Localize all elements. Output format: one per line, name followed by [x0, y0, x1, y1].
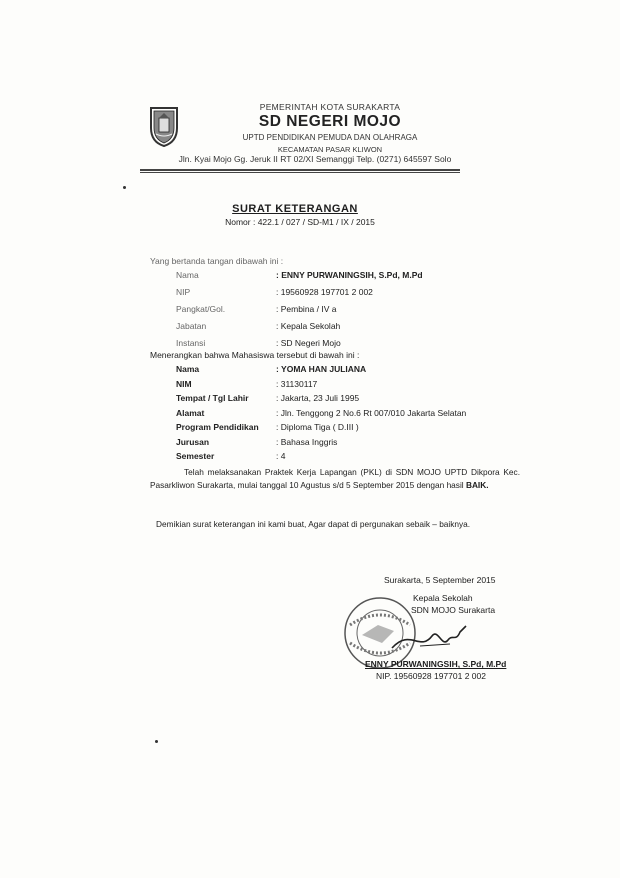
field-label: Nama: [176, 270, 199, 280]
field-value: : 31130117: [276, 378, 318, 389]
signature-role-line1: Kepala Sekolah: [413, 593, 473, 603]
student-row-name: [176, 364, 536, 379]
student-row-birth: [176, 393, 536, 408]
signer-name: ENNY PURWANINGSIH, S.Pd, M.Pd: [365, 659, 507, 669]
signature-place-date: Surakarta, 5 September 2015: [384, 575, 496, 585]
field-label: Jurusan: [176, 436, 210, 447]
student-row-address: [176, 408, 536, 423]
field-label: Tempat / Tgl Lahir: [176, 393, 249, 403]
field-value: : ENNY PURWANINGSIH, S.Pd, M.Pd: [276, 270, 423, 280]
scan-speck: [123, 186, 126, 189]
field-value: : Diploma Tiga ( D.III ): [276, 422, 359, 432]
signer-row-rank: [176, 304, 516, 321]
field-label: Pangkat/Gol.: [176, 304, 226, 314]
statement-text: Menerangkan bahwa Mahasiswa tersebut di bawah ini :: [150, 350, 360, 360]
letter-title: SURAT KETERANGAN: [232, 203, 358, 215]
signer-row-name: [176, 270, 516, 287]
field-label: NIP: [176, 287, 191, 297]
student-fields: [176, 364, 536, 466]
grade-text: BAIK.: [465, 480, 489, 490]
body-paragraph-1-text: Telah melaksanakan Praktek Kerja Lapangan (PKL) di SDN MOJO UPTD Dikpora Kec. Pasarkliwon Surakarta, mulai tanggal 10 Agustus s/d 5 September 2015 dengan hasil: [150, 467, 520, 490]
kecamatan-name: KECAMATAN PASAR KLIWON: [277, 145, 383, 154]
signer-nip: NIP. 19560928 197701 2 002: [376, 671, 486, 681]
government-name: PEMERINTAH KOTA SURAKARTA: [259, 102, 401, 112]
signature-role-line2: SDN MOJO Surakarta: [411, 605, 496, 615]
field-value: : SD Negeri Mojo: [276, 338, 341, 348]
field-label: NIM: [176, 378, 192, 389]
letterhead-divider-thin: [140, 172, 460, 173]
handwritten-signature: [390, 618, 470, 658]
field-value: : Jakarta, 23 Juli 1995: [276, 393, 360, 403]
field-value: : Pembina / IV a: [276, 304, 337, 314]
intro-text: Yang bertanda tangan dibawah ini :: [150, 256, 284, 266]
field-value: : Bahasa Inggris: [276, 436, 338, 447]
signer-row-position: [176, 321, 516, 338]
field-label: Instansi: [176, 338, 206, 348]
field-label: Program Pendidikan: [176, 422, 259, 432]
student-row-major: [176, 437, 536, 452]
signer-row-nip: [176, 287, 516, 304]
field-label: Semester: [176, 451, 215, 461]
student-row-program: [176, 422, 536, 437]
field-value: : Kepala Sekolah: [276, 321, 341, 331]
field-label: Nama: [176, 364, 200, 374]
school-address: Jln. Kyai Mojo Gg. Jeruk II RT 02/XI Semanggi Telp. (0271) 645597 Solo: [178, 154, 452, 164]
body-paragraph-1: [150, 466, 520, 492]
letter-number: Nomor : 422.1 / 027 / SD-M1 / IX / 2015: [225, 217, 375, 227]
signer-fields: [176, 270, 516, 355]
upt-name: UPTD PENDIDIKAN PEMUDA DAN OLAHRAGA: [242, 133, 418, 142]
field-label: Jabatan: [176, 321, 207, 331]
body-paragraph-2: Demikian surat keterangan ini kami buat, Agar dapat di pergunakan sebaik – baiknya.: [156, 519, 471, 529]
field-value: : 4: [276, 451, 286, 461]
field-value: : YOMA HAN JULIANA: [276, 364, 367, 374]
field-value: : 19560928 197701 2 002: [276, 287, 373, 297]
student-row-semester: [176, 451, 536, 466]
school-name: SD NEGERI MOJO: [258, 113, 402, 130]
field-value: : Jln. Tenggong 2 No.6 Rt 007/010 Jakarta Selatan: [276, 407, 467, 418]
field-label: Alamat: [176, 407, 205, 418]
student-row-nim: [176, 379, 536, 394]
letterhead-divider: [140, 169, 460, 171]
city-crest-logo: [147, 104, 181, 148]
scan-speck: [155, 740, 158, 743]
